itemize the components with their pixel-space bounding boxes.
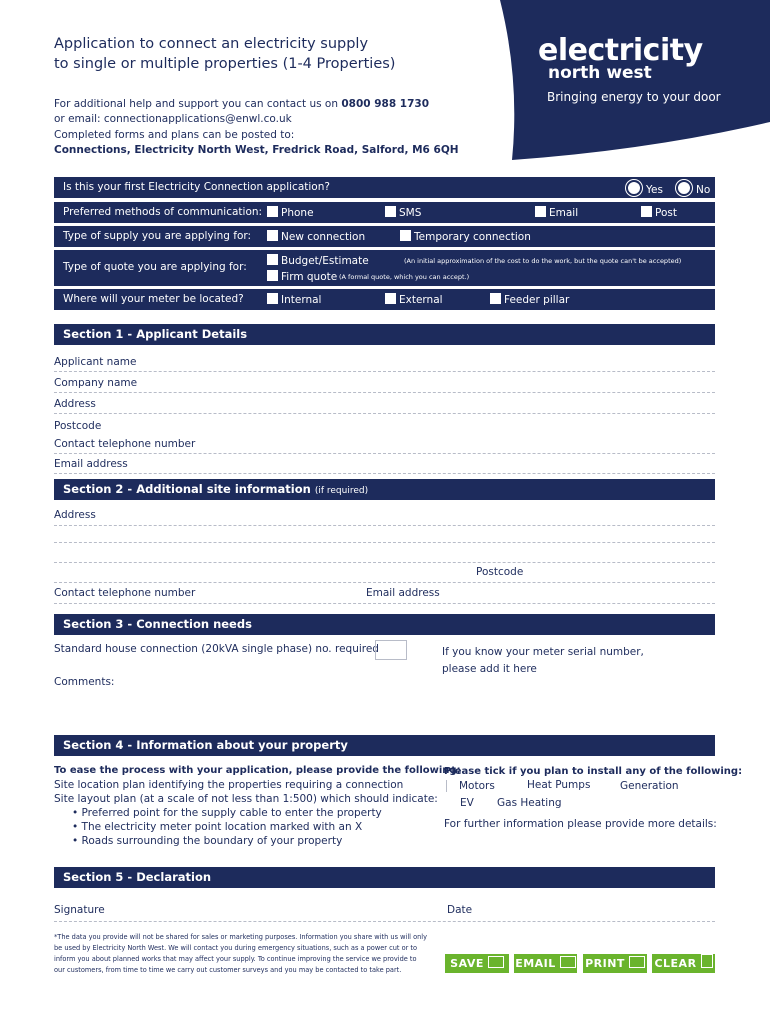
supply-label: Type of supply you are applying for: [63, 230, 252, 242]
radio-yes-label: Yes [646, 184, 663, 196]
property-info-heading: To ease the process with your application, please provide the following: [54, 765, 461, 776]
comm-phone-checkbox[interactable] [267, 206, 314, 219]
supply-temporary-label: Temporary connection [414, 231, 531, 243]
quote-firm-note: (A formal quote, which you can accept.) [339, 273, 470, 281]
comm-sms-checkbox[interactable] [385, 206, 421, 219]
standard-connection-label: Standard house connection (20kVA single phase) no. required [54, 643, 379, 655]
meter-label: Where will your meter be located? [63, 293, 244, 305]
site-address-line-2[interactable] [54, 542, 715, 543]
envelope-icon [560, 956, 576, 968]
site-postcode-label: Postcode [476, 566, 524, 578]
phone-label: Contact telephone number [54, 438, 196, 450]
install-generation[interactable]: Generation [620, 780, 679, 792]
applicant-name-label: Applicant name [54, 356, 137, 368]
comm-email-label: Email [549, 207, 579, 219]
clear-document-icon [701, 954, 713, 968]
quote-firm-checkbox[interactable] [267, 270, 337, 283]
address-label: Address [54, 398, 96, 410]
supply-new-checkbox[interactable] [267, 230, 365, 243]
brand-tagline: Bringing energy to your door [547, 90, 721, 104]
comm-sms-label: SMS [399, 207, 422, 219]
section-3-header: Section 3 - Connection needs [54, 614, 715, 635]
save-button[interactable] [445, 954, 509, 973]
address-field[interactable] [54, 392, 715, 409]
signature-line[interactable] [54, 921, 715, 922]
date-label: Date [447, 904, 473, 916]
radio-no-label: No [696, 184, 711, 196]
email-field[interactable] [54, 452, 715, 469]
comments-label: Comments: [54, 676, 115, 688]
section-2-title: Section 2 - Additional site information [63, 482, 311, 496]
applicant-name-field[interactable] [54, 350, 715, 367]
help-address: Connections, Electricity North West, Fredrick Road, Salford, M6 6QH [54, 143, 459, 156]
disclaimer [54, 932, 427, 976]
meter-external-label: External [399, 294, 443, 306]
comm-phone-label: Phone [281, 207, 314, 219]
radio-no[interactable] [676, 180, 710, 196]
section-2-note: (if required) [314, 486, 369, 496]
site-email-label: Email address [366, 587, 440, 599]
meter-feeder-checkbox[interactable] [490, 293, 569, 306]
section-1-header: Section 1 - Applicant Details [54, 324, 715, 345]
property-info-left [54, 764, 461, 848]
brand-panel [500, 0, 770, 160]
radio-yes[interactable] [626, 180, 663, 196]
folder-icon [488, 956, 504, 968]
question-communication [54, 202, 715, 223]
save-button-label: SAVE [450, 957, 484, 970]
install-heat-pumps[interactable]: Heat Pumps [527, 779, 591, 791]
phone-field[interactable] [54, 432, 715, 449]
title-line-2: to single or multiple properties (1-4 Properties) [54, 56, 396, 72]
question-meter-location [54, 289, 715, 310]
title-line-1: Application to connect an electricity supply [54, 36, 369, 52]
meter-serial-label [442, 644, 644, 678]
comm-post-label: Post [655, 207, 677, 219]
question-first-application [54, 177, 715, 198]
install-heading: Please tick if you plan to install any of the following: [444, 766, 743, 777]
supply-temporary-checkbox[interactable] [400, 230, 531, 243]
printer-icon [629, 956, 645, 968]
site-postcode-line[interactable] [54, 582, 715, 583]
signature-label: Signature [54, 904, 105, 916]
site-address-line-3[interactable] [54, 562, 715, 563]
help-text [54, 97, 459, 157]
site-address-label: Address [54, 509, 96, 521]
property-info-line-1: Site location plan identifying the properties requiring a connection [54, 779, 404, 791]
print-button-label: PRINT [585, 957, 625, 970]
clear-button-label: CLEAR [654, 957, 697, 970]
standard-connection-input[interactable] [375, 640, 407, 660]
help-line-1: For additional help and support you can contact us on [54, 98, 342, 110]
help-email: or email: connectionapplications@enwl.co.uk [54, 112, 292, 125]
property-info-bullet-3: • Roads surrounding the boundary of your property [72, 835, 343, 847]
install-motors[interactable]: Motors [446, 780, 495, 792]
radio-yes-icon [626, 180, 642, 196]
section-4-header: Section 4 - Information about your property [54, 735, 715, 756]
meter-internal-checkbox[interactable] [267, 293, 321, 306]
install-details-label: For further information please provide more details: [444, 818, 717, 830]
clear-button[interactable] [652, 954, 715, 973]
disclaimer-line-3: inform you about planned works that may affect your supply. To continue improving the service we provide to [54, 955, 417, 963]
meter-external-checkbox[interactable] [385, 293, 443, 306]
site-contact-line[interactable] [54, 603, 715, 604]
quote-label: Type of quote you are applying for: [63, 261, 247, 273]
property-info-line-2: Site layout plan (at a scale of not less than 1:500) which should indicate: [54, 793, 438, 805]
property-info-bullet-2: • The electricity meter point location marked with an X [72, 821, 363, 833]
comm-email-checkbox[interactable] [535, 206, 578, 219]
help-phone: 0800 988 1730 [341, 98, 430, 110]
meter-internal-label: Internal [281, 294, 322, 306]
comm-post-checkbox[interactable] [641, 206, 677, 219]
comm-label: Preferred methods of communication: [63, 206, 263, 218]
quote-budget-note: (An initial approximation of the cost to do the work, but the quote can't be accepted) [404, 257, 682, 265]
print-button[interactable] [583, 954, 647, 973]
section-2-header [54, 479, 715, 500]
email-button-label: EMAIL [515, 957, 556, 970]
property-info-bullet-1: • Preferred point for the supply cable to enter the property [72, 807, 382, 819]
help-post: Completed forms and plans can be posted to: [54, 129, 295, 141]
radio-no-icon [676, 180, 692, 196]
postcode-label: Postcode [54, 420, 102, 432]
install-ev[interactable]: EV [460, 797, 474, 809]
meter-serial-line-1: If you know your meter serial number, [442, 646, 644, 658]
section-5-header: Section 5 - Declaration [54, 867, 715, 888]
company-name-label: Company name [54, 377, 138, 389]
supply-new-label: New connection [281, 231, 366, 243]
disclaimer-line-4: our customers, from time to time we carry out customer surveys and you may be contacted to take part. [54, 966, 402, 974]
email-button[interactable] [514, 954, 577, 973]
logo-wordmark: electricity [538, 33, 703, 68]
page-title [54, 34, 395, 74]
postcode-field[interactable] [54, 414, 715, 432]
site-phone-label: Contact telephone number [54, 587, 196, 599]
logo-wordmark-line2: north west [548, 63, 652, 83]
quote-budget-label: Budget/Estimate [281, 255, 369, 267]
quote-firm-label: Firm quote [281, 271, 338, 283]
disclaimer-line-1: *The data you provide will not be shared for sales or marketing purposes. Information you share with us will only [54, 933, 428, 941]
meter-feeder-label: Feeder pillar [504, 294, 570, 306]
disclaimer-line-2: be used by Electricity North West. We will contact you during emergency situations, such as a power cut or to [54, 944, 418, 952]
question-quote-type [54, 250, 715, 286]
quote-budget-checkbox[interactable] [267, 254, 369, 267]
company-name-field[interactable] [54, 371, 715, 388]
site-address-field[interactable] [54, 503, 715, 521]
email-label: Email address [54, 458, 128, 470]
meter-serial-line-2: please add it here [442, 663, 537, 675]
install-gas-heating[interactable]: Gas Heating [497, 797, 562, 809]
question-supply-type [54, 226, 715, 247]
first-app-label: Is this your first Electricity Connection application? [63, 181, 330, 193]
